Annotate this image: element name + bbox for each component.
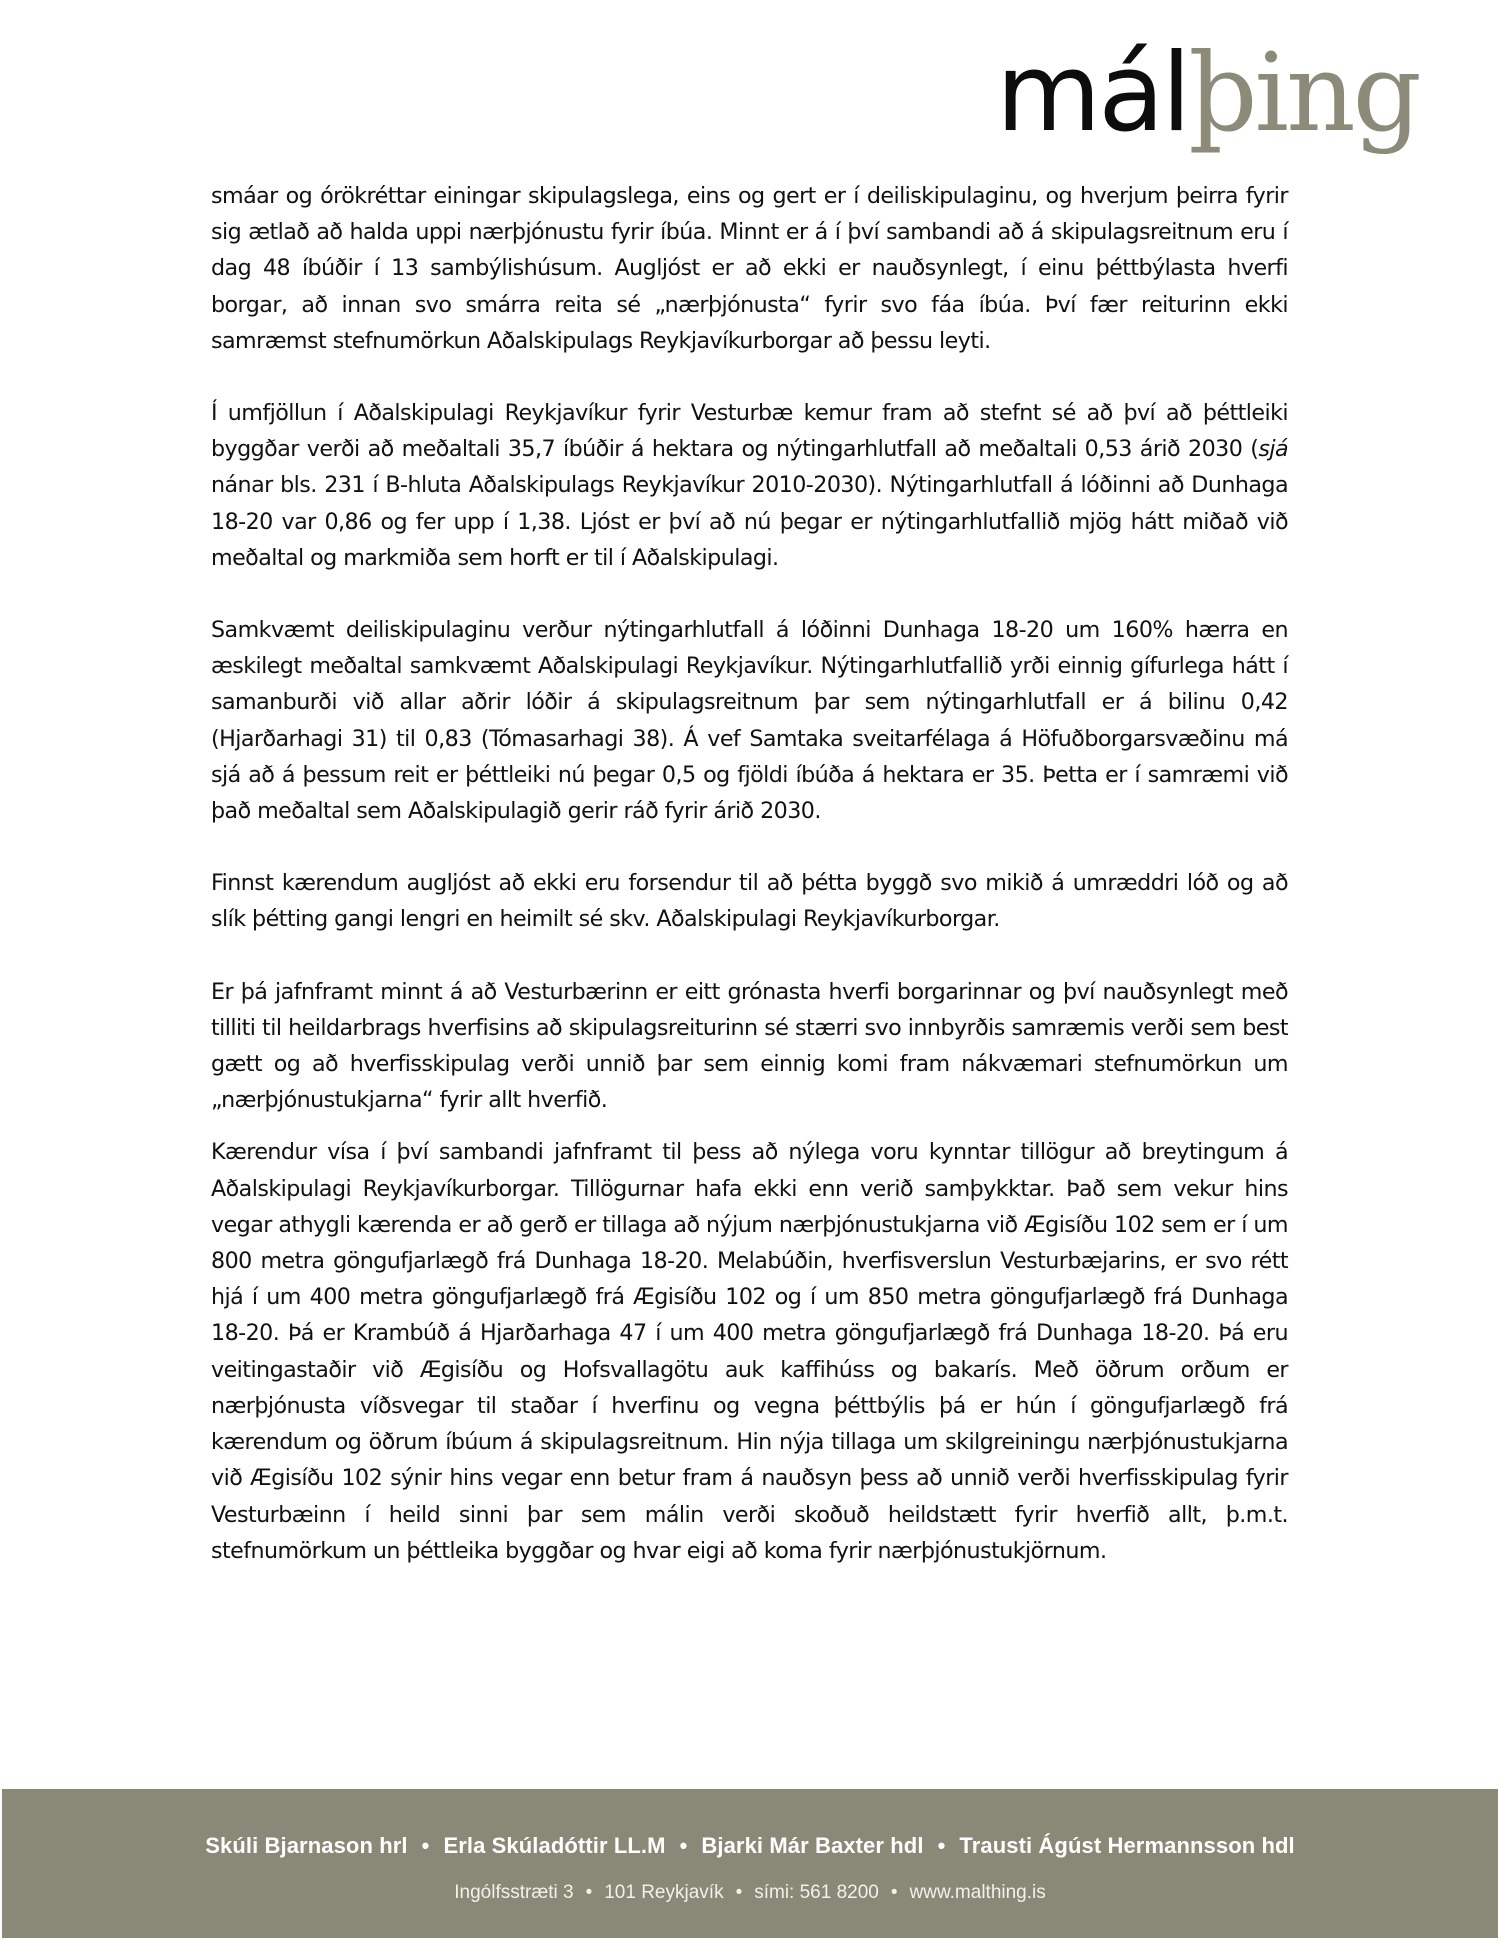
paragraph-6: Kærendur vísa í því sambandi jafnframt til þess að nýlega voru kynntar tillögur að breytingum á Aðalskipulagi Reykjavíkurborgar. Tillögurnar hafa ekki enn verið samþykktar. Það sem vekur hins vegar athygli kærenda er að gerð er tillaga að nýjum nærþjónustukjarna við Ægisíðu 102 sem er í um 800 metra göngufjarlægð frá Dunhaga 18-20. Melabúðin, hverfisverslun Vesturbæjarins, er svo rétt hjá í um 400 metra göngufjarlægð frá Ægisíðu 102 og í um 850 metra göngufjarlægð frá Dunhaga 18-20. Þá er Krambúð á Hjarðarhaga 47 í um 400 metra göngufjarlægð frá Dunhaga 18-20. Þá eru veitingastaðir við Ægisíðu og Hofsvallagötu auk kaffihúss og bakarís. Með öðrum orðum er nærþjónusta víðsvegar til staðar í hverfinu og vegna þéttbýlis þá er hún í göngufjarlægð frá kærendum og öðrum íbúum á skipulagsreitnum. Hin nýja tillaga um skilgreiningu nærþjónustukjarna við Ægisíðu 102 sýnir hins vegar enn betur fram á nauðsyn þess að unnið verði hverfisskipulag fyrir Vesturbæinn í heild sinni þar sem málin verði skoðuð heildstætt fyrir hverfið allt, þ.m.t. stefnumörkum un þéttleika byggðar og hvar eigi að koma fyrir nærþjónustukjörnum. xyxy=(211,1139,1288,1564)
footer-address: Ingólfsstræti 3 xyxy=(454,1882,574,1903)
letter-body xyxy=(211,178,1288,1569)
footer-website-link[interactable]: www.malthing.is xyxy=(909,1882,1046,1903)
bullet-separator: • xyxy=(421,1833,430,1858)
letterhead-footer xyxy=(2,1789,1498,1938)
bullet-separator: • xyxy=(937,1833,946,1858)
paragraph-2-italic: sjá xyxy=(1258,436,1288,463)
logo-text-dark: mál xyxy=(996,31,1189,156)
footer-postcode: 101 Reykjavík xyxy=(604,1882,724,1903)
paragraph-2-text-a: Í umfjöllun í Aðalskipulagi Reykjavíkur fyrir Vesturbæ kemur fram að stefnt sé að því að þéttleiki byggðar verði að meðaltali 35,7 íbúðir á hektara og nýtingarhlutfall að meðaltali 0,53 árið 2030 ( xyxy=(211,400,1288,463)
footer-name: Trausti Ágúst Hermannsson hdl xyxy=(959,1833,1295,1858)
footer-phone: sími: 561 8200 xyxy=(754,1882,879,1903)
paragraph-1: smáar og órökréttar einingar skipulagslega, eins og gert er í deiliskipulaginu, og hverjum þeirra fyrir sig ætlað að halda uppi nærþjónustu fyrir íbúa. Minnt er á í því sambandi að á skipulagsreitnum eru í dag 48 íbúðir í 13 sambýlishúsum. Augljóst er að ekki er nauðsynlegt, í einu þéttbýlasta hverfi borgar, að innan svo smárra reita sé „nærþjónusta“ fyrir svo fáa íbúa. Því fær reiturinn ekki samræmst stefnumörkun Aðalskipulags Reykjavíkurborgar að þessu leyti. xyxy=(211,183,1288,354)
bullet-separator: • xyxy=(735,1882,743,1903)
paragraph-3: Samkvæmt deiliskipulaginu verður nýtingarhlutfall á lóðinni Dunhaga 18-20 um 160% hærra en æskilegt meðaltal samkvæmt Aðalskipulagi Reykjavíkur. Nýtingarhlutfallið yrði einnig gífurlega hátt í samanburði við allar aðrir lóðir á skipulagsreitnum þar sem nýtingarhlutfall er á bilinu 0,42 (Hjarðarhagi 31) til 0,83 (Tómasarhagi 38). Á vef Samtaka sveitarfélaga á Höfuðborgarsvæðinu má sjá að á þessum reit er þéttleiki nú þegar 0,5 og fjöldi íbúða á hektara er 35. Þetta er í samræmi við það meðaltal sem Aðalskipulagið gerir ráð fyrir árið 2030. xyxy=(211,617,1288,825)
footer-contact xyxy=(2,1882,1498,1904)
paragraph-2 xyxy=(211,395,1288,576)
footer-name: Erla Skúladóttir LL.M xyxy=(443,1833,666,1858)
bullet-separator: • xyxy=(585,1882,593,1903)
footer-name: Bjarki Már Baxter hdl xyxy=(701,1833,924,1858)
paragraph-5: Er þá jafnframt minnt á að Vesturbærinn er eitt grónasta hverfi borgarinnar og því nauðsynlegt með tilliti til heildarbrags hverfisins að skipulagsreiturinn sé stærri svo innbyrðis samræmis verði sem best gætt og að hverfisskipulag verði unnið þar sem einnig komi fram nákvæmari stefnumörkun um „nærþjónustukjarna“ fyrir allt hverfið. xyxy=(211,978,1288,1114)
malthing-logo xyxy=(996,31,1419,200)
logo-text-light: þing xyxy=(1188,31,1419,156)
footer-name: Skúli Bjarnason hrl xyxy=(205,1833,408,1858)
paragraph-4: Finnst kærendum augljóst að ekki eru forsendur til að þétta byggð svo mikið á umræddri lóð og að slík þétting gangi lengri en heimilt sé skv. Aðalskipulagi Reykjavíkurborgar. xyxy=(211,870,1288,933)
bullet-separator: • xyxy=(679,1833,688,1858)
paragraph-2-text-b: nánar bls. 231 í B-hluta Aðalskipulags Reykjavíkur 2010-2030). Nýtingarhlutfall á lóðinni að Dunhaga 18-20 var 0,86 og fer upp í 1,38. Ljóst er því að nú þegar er nýtingarhlutfallið mjög hátt miðað við meðaltal og markmiða sem horft er til í Aðalskipulagi. xyxy=(211,472,1288,571)
footer-names xyxy=(2,1833,1498,1859)
bullet-separator: • xyxy=(890,1882,898,1903)
